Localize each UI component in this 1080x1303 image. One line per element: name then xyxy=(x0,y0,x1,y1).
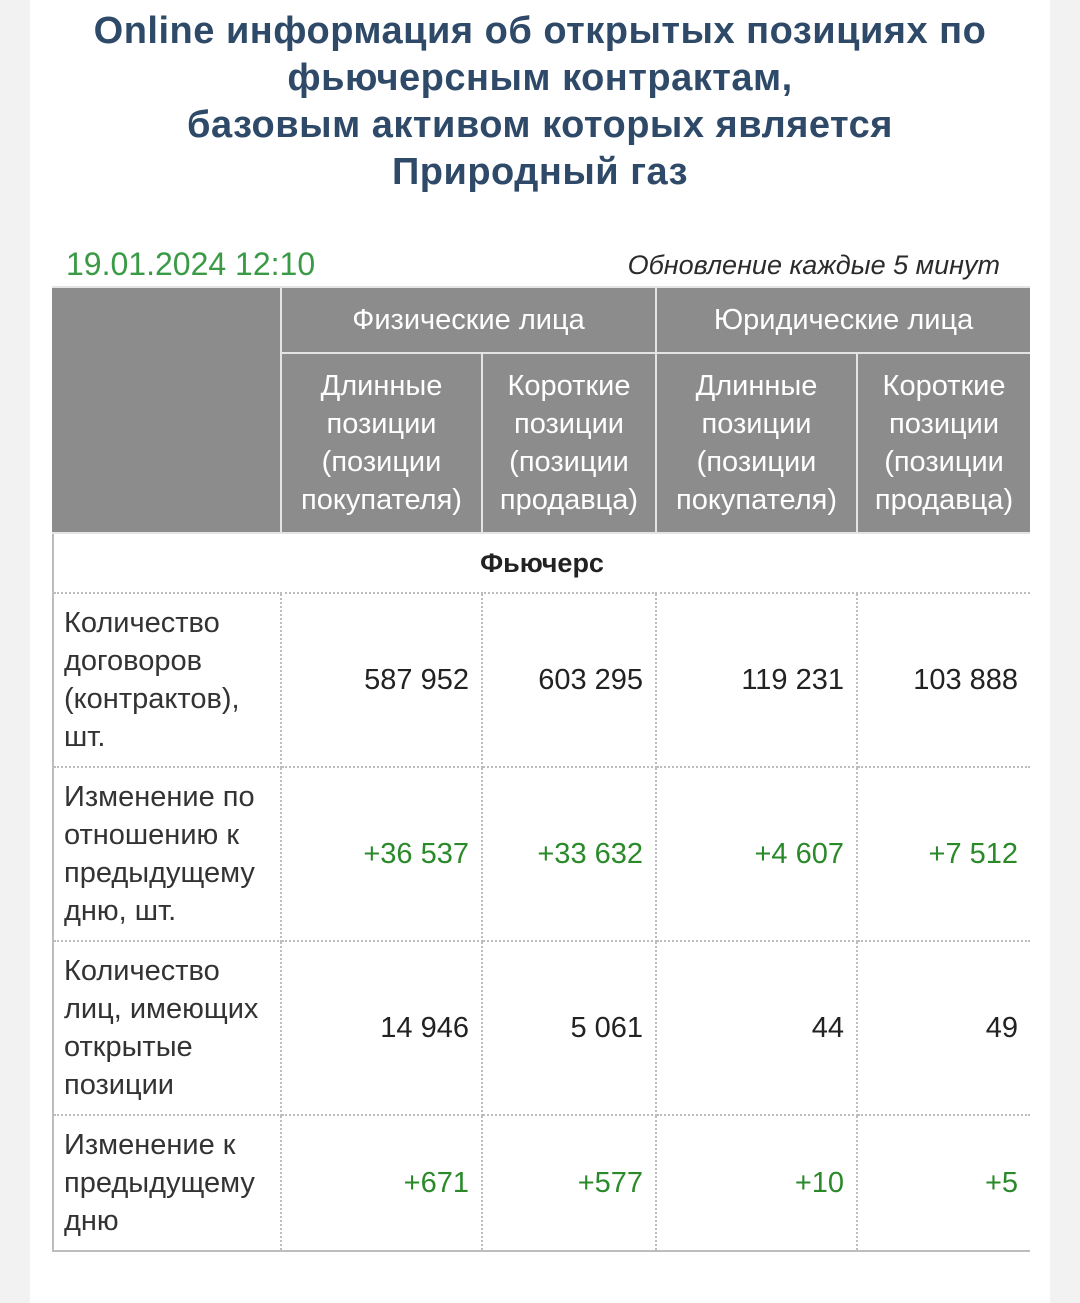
header-legal-entities: Юридические лица xyxy=(656,287,1030,353)
header-text-line: Длинные xyxy=(320,370,443,402)
row-label-line: предыдущему xyxy=(64,857,255,889)
row-label-holders-change xyxy=(53,1115,281,1251)
table-cell: 14 946 xyxy=(281,941,482,1115)
table-row xyxy=(53,593,1030,767)
table-cell: 587 952 xyxy=(281,593,482,767)
table-cell-change: +5 xyxy=(857,1115,1030,1251)
row-label-line: открытые xyxy=(64,1031,193,1063)
header-text-line: продавца) xyxy=(499,484,639,516)
table-cell-change: +4 607 xyxy=(656,767,857,941)
header-text-line: покупателя) xyxy=(301,484,462,516)
title-line-3: базовым активом которых является xyxy=(187,104,893,146)
table-cell-change: +7 512 xyxy=(857,767,1030,941)
row-label-contracts-count xyxy=(53,593,281,767)
row-label-line: Изменение по xyxy=(64,781,255,813)
row-label-line: договоров xyxy=(64,645,202,677)
row-label-line: дню, шт. xyxy=(64,895,177,927)
header-legal-long xyxy=(656,353,857,533)
header-individuals-long xyxy=(281,353,482,533)
table-cell-change: +577 xyxy=(482,1115,656,1251)
header-individuals-short xyxy=(482,353,656,533)
header-text-line: Короткие xyxy=(507,370,631,402)
table-cell-change: +10 xyxy=(656,1115,857,1251)
header-text-line: (позиции xyxy=(321,446,442,478)
table-cell: 603 295 xyxy=(482,593,656,767)
header-text-line: Длинные xyxy=(695,370,818,402)
header-text-line: позиции xyxy=(701,408,812,440)
table-cell: 103 888 xyxy=(857,593,1030,767)
header-text-line: позиции xyxy=(326,408,437,440)
header-text-line: позиции xyxy=(889,408,1000,440)
row-label-contracts-change xyxy=(53,767,281,941)
table-row xyxy=(53,1115,1030,1251)
header-text-line: продавца) xyxy=(874,484,1014,516)
row-label-line: позиции xyxy=(64,1069,175,1101)
header-row-groups xyxy=(53,287,1030,353)
table-header xyxy=(53,287,1030,533)
row-label-line: Изменение к xyxy=(64,1129,236,1161)
table-body xyxy=(53,533,1030,1251)
table-cell: 49 xyxy=(857,941,1030,1115)
table-row xyxy=(53,767,1030,941)
page-title xyxy=(30,8,1050,196)
update-frequency-note: Обновление каждые 5 минут xyxy=(627,250,1000,280)
row-label-line: Количество xyxy=(64,955,220,987)
title-line-1: Online информация об открытых позициях по xyxy=(93,10,987,52)
row-label-line: шт. xyxy=(64,721,106,753)
section-label-futures: Фьючерс xyxy=(53,533,1030,593)
header-corner-cell xyxy=(53,287,281,533)
title-line-4: Природный газ xyxy=(391,151,689,193)
open-positions-table xyxy=(52,286,1030,1252)
header-text-line: Короткие xyxy=(882,370,1006,402)
header-text-line: (позиции xyxy=(696,446,817,478)
row-label-line: дню xyxy=(64,1205,119,1237)
header-text-line: позиции xyxy=(514,408,625,440)
table-cell: 44 xyxy=(656,941,857,1115)
table-cell: 5 061 xyxy=(482,941,656,1115)
table-cell-change: +671 xyxy=(281,1115,482,1251)
page-container xyxy=(30,0,1050,1303)
title-line-2: фьючерсным контрактам, xyxy=(287,57,793,99)
row-label-holders-count xyxy=(53,941,281,1115)
header-legal-short xyxy=(857,353,1030,533)
table-cell-change: +36 537 xyxy=(281,767,482,941)
section-row xyxy=(53,533,1030,593)
row-label-line: лиц, имеющих xyxy=(64,993,259,1025)
table-cell-change: +33 632 xyxy=(482,767,656,941)
table-cell: 119 231 xyxy=(656,593,857,767)
row-label-line: отношению к xyxy=(64,819,240,851)
header-text-line: (позиции xyxy=(884,446,1004,478)
header-text-line: (позиции xyxy=(509,446,629,478)
table-row xyxy=(53,941,1030,1115)
header-individuals: Физические лица xyxy=(281,287,656,353)
row-label-line: Количество xyxy=(64,607,220,639)
header-text-line: покупателя) xyxy=(676,484,837,516)
data-timestamp: 19.01.2024 12:10 xyxy=(66,246,316,282)
row-label-line: предыдущему xyxy=(64,1167,255,1199)
row-label-line: (контрактов), xyxy=(64,683,240,715)
